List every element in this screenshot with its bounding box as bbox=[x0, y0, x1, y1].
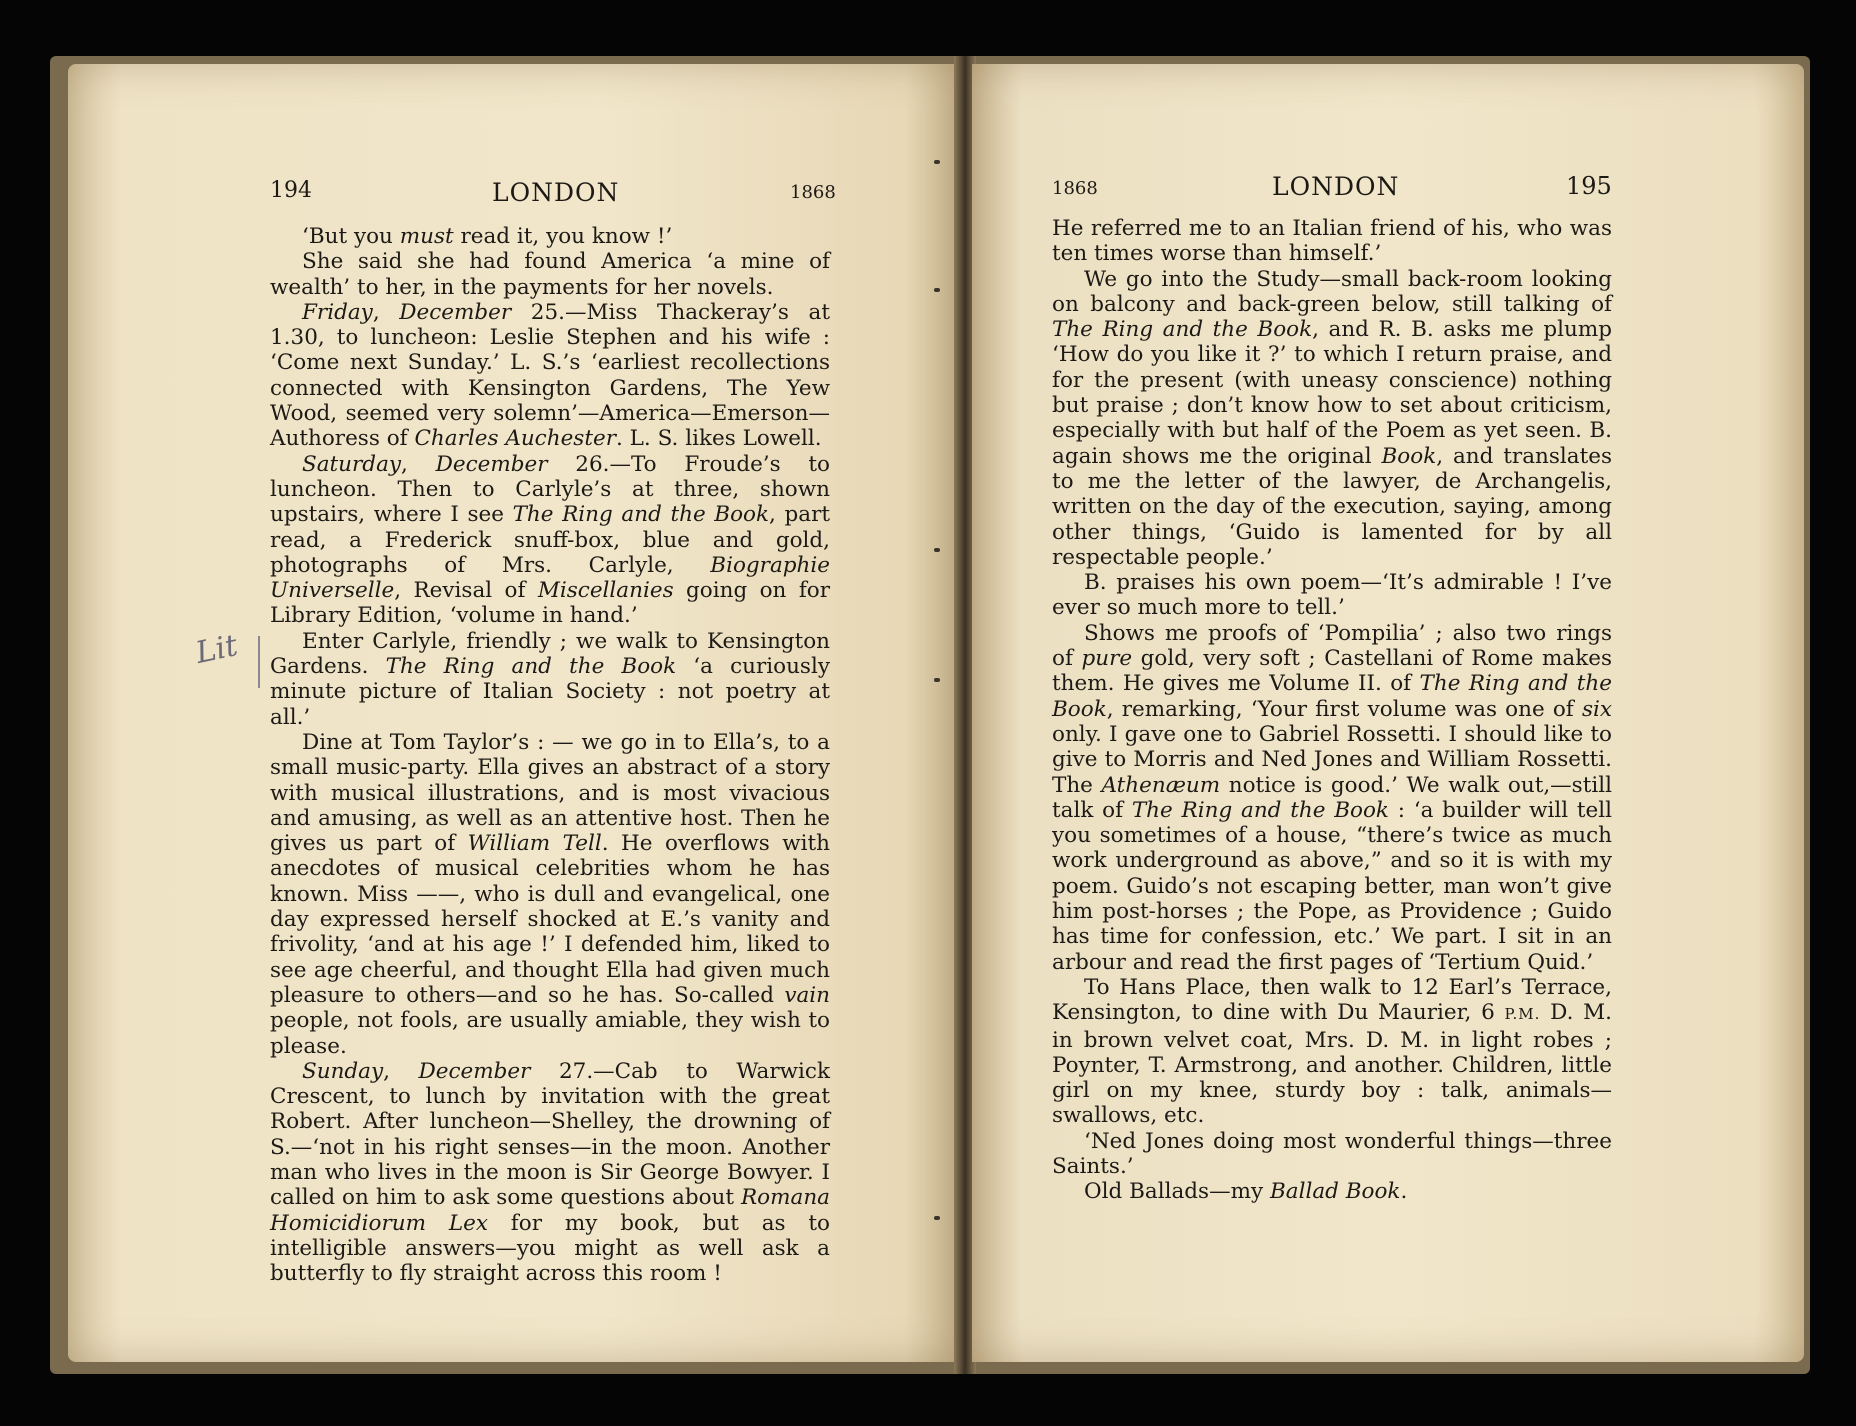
text-run: going on for Library Edition, ‘volume in hand.’ bbox=[270, 578, 830, 629]
text-run: for my book, but as to intelligible answers—you might as well ask a butterfly to fly straight across this room ! bbox=[270, 1210, 830, 1287]
paragraph bbox=[1052, 216, 1612, 267]
italic-text-run: The Ring and the Book bbox=[1052, 317, 1313, 343]
italic-text-run: William Tell bbox=[467, 831, 602, 857]
paragraph bbox=[270, 629, 830, 730]
text-run: only. I gave one to Gabriel Rossetti. I should like to give to Morris and Ned Jones and William Rossetti. The bbox=[1052, 721, 1612, 798]
text-run: 26.—To Froude’s to luncheon. Then to Carlyle’s at three, shown upstairs, where I see bbox=[270, 451, 830, 528]
text-run: notice is good.’ We walk out,—still talk of bbox=[1052, 772, 1612, 823]
italic-text-run: The Ring and the Book bbox=[385, 654, 677, 680]
text-run: She said she had found America ‘a mine of wealth’ to her, in the payments for her novels. bbox=[270, 249, 830, 300]
text-run: , part read, a Frederick snuff-box, blue and gold, photographs of Mrs. Carlyle, bbox=[270, 502, 830, 578]
gutter-speck bbox=[934, 548, 940, 552]
paragraph bbox=[1052, 267, 1612, 571]
italic-text-run: Sunday bbox=[302, 1058, 384, 1084]
gutter-speck bbox=[934, 678, 940, 682]
italic-text-run: Athenæum bbox=[1101, 772, 1221, 798]
text-run: . He overflows with anecdotes of musical celebrities whom he has known. Miss ——, who is dull and evangelical, one day expressed herself shocked at E.’s vanity and frivolity, ‘and at his age !’ I defended him, liked to see age cheerful, and thought Ella had given much pleasure to others—and so he has. So-called bbox=[270, 831, 830, 1008]
text-run: read it, you know !’ bbox=[453, 224, 673, 249]
text-run: ‘a curiously minute picture of Italian Society : not poetry at all.’ bbox=[270, 654, 830, 730]
left-running-head bbox=[270, 178, 836, 210]
gutter-speck bbox=[934, 1216, 940, 1220]
text-run: , Revisal of bbox=[394, 578, 538, 604]
text-run: D. M. in brown velvet coat, Mrs. D. M. in light robes ; Poynter, T. Armstrong, and another. Children, little girl on my knee, sturdy boy : talk, animals—swallows, etc. bbox=[1052, 1000, 1613, 1129]
text-run: , remarking, ‘Your first volume was one of bbox=[1106, 696, 1582, 722]
left-page-text bbox=[270, 224, 830, 1286]
gutter-speck bbox=[934, 160, 940, 164]
paragraph bbox=[1052, 1179, 1612, 1204]
text-run: , bbox=[383, 1058, 419, 1084]
italic-text-run: must bbox=[399, 224, 454, 249]
text-run: Old Ballads—my bbox=[1084, 1179, 1270, 1205]
text-run: Enter Carlyle, friendly ; we walk to Kensington Gardens. bbox=[270, 628, 830, 680]
right-page-year: 1868 bbox=[1052, 178, 1098, 199]
right-page-title: LONDON bbox=[1272, 172, 1400, 201]
italic-text-run: vain bbox=[784, 982, 830, 1008]
italic-text-run: Friday bbox=[302, 299, 373, 325]
text-run: , and R. B. asks me plump ‘How do you like it ?’ to which I return praise, and for the present (with uneasy conscience) nothing but praise ; don’t know how to set about criticism, especially with but half of the Poem as yet seen. B. again shows me the original bbox=[1052, 317, 1612, 469]
text-run: ‘Ned Jones doing most wonderful things—three Saints.’ bbox=[1052, 1128, 1612, 1179]
paragraph bbox=[270, 249, 830, 300]
text-run: 25.—Miss Thackeray’s at 1.30, to luncheon: Leslie Stephen and his wife : ‘Come next Sunday.’ L. S.’s ‘earliest recollections connected with Kensington Gardens, The Yew Wood, seemed very solemn’—America—Emerson—Authoress of bbox=[270, 299, 830, 452]
text-run: , bbox=[372, 299, 400, 325]
paragraph bbox=[270, 1059, 830, 1287]
paragraph bbox=[1052, 570, 1612, 621]
text-run: . bbox=[1400, 1179, 1408, 1205]
paragraph bbox=[1052, 975, 1612, 1129]
italic-text-run: December bbox=[435, 451, 548, 477]
text-run: : ‘a builder will tell you sometimes of a house, “there’s twice as much work underground as above,” and so it is with my poem. Guido’s not escaping better, man won’t give him post-horses ; the Pope, as Providence ; Guido has time for confession, etc.’ We part. I sit in an arbour and read the first pages of ‘Tertium Quid.’ bbox=[1052, 797, 1613, 975]
text-run: Shows me proofs of ‘Pompilia’ ; also two rings of bbox=[1052, 620, 1612, 672]
text-run: Dine at Tom Taylor’s : — we go in to Ella’s, to a small music-party. Ella gives an abstract of a story with musical illustrations, and is most vivacious and amusing, as well as an attentive host. Then he gives us part of bbox=[270, 729, 830, 857]
text-run: people, not fools, are usually amiable, they wish to please. bbox=[270, 1008, 830, 1059]
italic-text-run: The Ring and the Book bbox=[1052, 671, 1613, 722]
italic-text-run: Saturday bbox=[302, 451, 402, 477]
italic-text-run: Miscellanies bbox=[537, 578, 674, 604]
margin-pencil-line bbox=[258, 636, 260, 688]
paragraph bbox=[270, 300, 830, 452]
italic-text-run: December bbox=[399, 299, 512, 325]
gutter-speck bbox=[934, 288, 940, 292]
italic-text-run: Biographie Universelle bbox=[270, 552, 830, 604]
text-run: 27.—Cab to Warwick Crescent, to lunch by invitation with the great Robert. After luncheon—Shelley, the drowning of S.—‘not in his right senses—in the moon. Another man who lives in the moon is Sir George Bowyer. I called on him to ask some questions about bbox=[270, 1058, 831, 1211]
left-page-number: 194 bbox=[270, 178, 312, 203]
italic-text-run: Charles Auchester bbox=[414, 426, 616, 452]
right-page-text bbox=[1052, 216, 1612, 1205]
text-run: , and translates to me the letter of the lawyer, de Archangelis, written on the day of the execution, saying, among other things, ‘Guido is lamented for by all respectable people.’ bbox=[1052, 443, 1612, 570]
paragraph bbox=[1052, 1129, 1612, 1180]
text-run: . L. S. likes Lowell. bbox=[615, 426, 822, 452]
italic-text-run: Book bbox=[1381, 443, 1437, 469]
small-caps-text-run: P.M. bbox=[1504, 1005, 1541, 1024]
left-page-title: LONDON bbox=[492, 178, 620, 207]
paragraph bbox=[1052, 621, 1612, 975]
paragraph bbox=[270, 730, 830, 1059]
text-run: ‘But you bbox=[302, 224, 400, 249]
text-run: He referred me to an Italian friend of his, who was ten times worse than himself.’ bbox=[1052, 216, 1612, 267]
paragraph bbox=[270, 224, 830, 249]
italic-text-run: The Ring and the Book bbox=[512, 502, 770, 528]
italic-text-run: Romana Homicidiorum Lex bbox=[270, 1185, 830, 1236]
right-page-number: 195 bbox=[1566, 172, 1612, 200]
text-run: gold, very soft ; Castellani of Rome makes them. He gives me Volume II. of bbox=[1052, 646, 1612, 697]
italic-text-run: six bbox=[1581, 696, 1612, 722]
text-run: , bbox=[401, 451, 436, 477]
text-run: B. praises his own poem—‘It’s admirable ! I’ve ever so much more to tell.’ bbox=[1052, 570, 1612, 621]
right-running-head bbox=[1052, 172, 1612, 204]
italic-text-run: Ballad Book bbox=[1269, 1179, 1401, 1205]
text-run: To Hans Place, then walk to 12 Earl’s Terrace, Kensington, to dine with Du Maurier, 6 bbox=[1052, 974, 1612, 1026]
italic-text-run: The Ring and the Book bbox=[1131, 797, 1389, 823]
left-page-year: 1868 bbox=[790, 182, 836, 203]
handwritten-margin-note: Lit bbox=[192, 628, 241, 671]
text-run: We go into the Study—small back-room looking on balcony and back-green below, still talking of bbox=[1052, 266, 1612, 317]
paragraph bbox=[270, 452, 830, 629]
italic-text-run: pure bbox=[1081, 646, 1133, 672]
italic-text-run: December bbox=[418, 1058, 531, 1084]
